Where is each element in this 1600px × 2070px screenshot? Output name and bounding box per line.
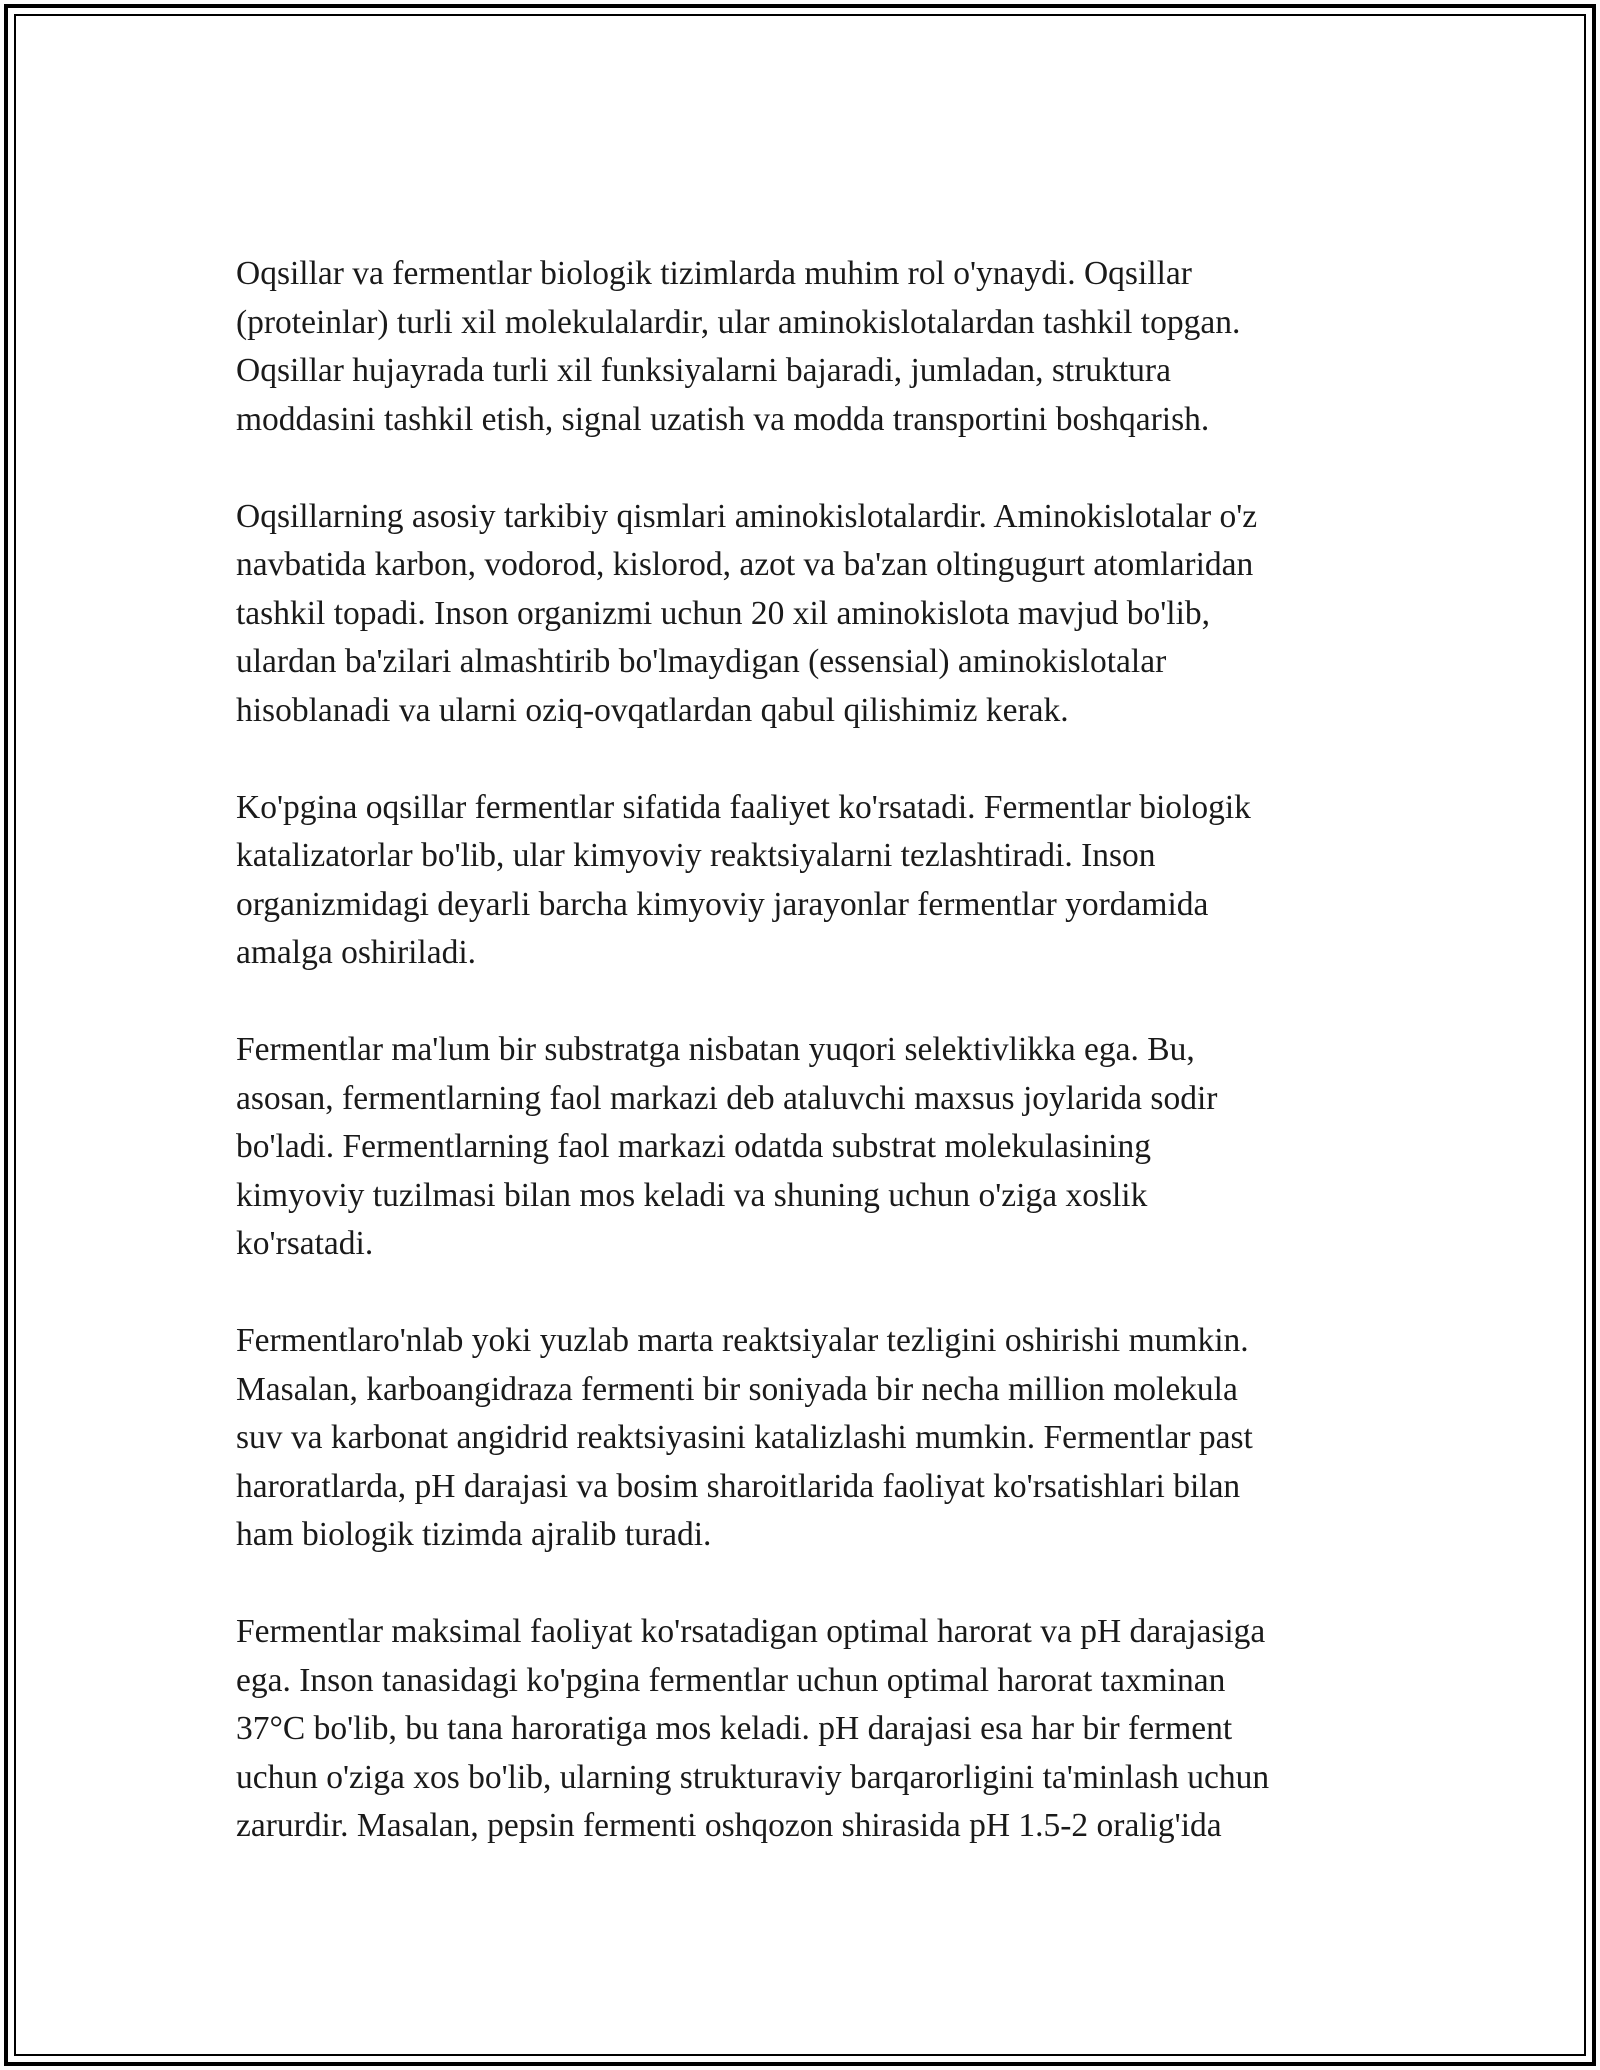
text-line: uchun o'ziga xos bo'lib, ularning strukturaviy barqarorligini ta'minlash uchun bbox=[236, 1758, 1270, 1796]
text-line: ko'rsatadi. bbox=[236, 1225, 374, 1262]
text-line: navbatida karbon, vodorod, kislorod, azot va ba'zan oltingugurt atomlaridan bbox=[236, 546, 1254, 583]
text-line: ulardan ba'zilari almashtirib bo'lmaydigan (essensial) aminokislotalar bbox=[236, 643, 1167, 680]
paragraph-1 bbox=[236, 250, 1396, 444]
text-line: suv va karbonat angidrid reaktsiyasini katalizlashi mumkin. Fermentlar past bbox=[236, 1419, 1253, 1456]
text-line: Oqsillarning asosiy tarkibiy qismlari aminokislotalardir. Aminokislotalar o'z bbox=[236, 497, 1258, 535]
text-line: katalizatorlar bo'lib, ular kimyoviy reaktsiyalarni tezlashtiradi. Inson bbox=[236, 837, 1156, 874]
text-line: ham biologik tizimda ajralib turadi. bbox=[236, 1516, 712, 1553]
text-line: kimyoviy tuzilmasi bilan mos keladi va shuning uchun o'ziga xoslik bbox=[236, 1176, 1148, 1214]
text-line: asosan, fermentlarning faol markazi deb ataluvchi maxsus joylarida sodir bbox=[236, 1079, 1218, 1117]
text-line: Masalan, karboangidraza fermenti bir soniyada bir necha million molekula bbox=[236, 1370, 1238, 1408]
text-line: haroratlarda, pH darajasi va bosim sharoitlarida faoliyat ko'rsatishlari bilan bbox=[236, 1467, 1241, 1505]
text-line: amalga oshiriladi. bbox=[236, 934, 477, 971]
text-line: Ko'pgina oqsillar fermentlar sifatida faaliyet ko'rsatadi. Fermentlar biologik bbox=[236, 788, 1251, 826]
text-line: ega. Inson tanasidagi ko'pgina fermentlar uchun optimal harorat taxminan bbox=[236, 1661, 1226, 1699]
text-line: Oqsillar va fermentlar biologik tizimlarda muhim rol o'ynaydi. Oqsillar bbox=[236, 255, 1192, 292]
paragraph-6 bbox=[236, 1608, 1396, 1851]
paragraph-4 bbox=[236, 1026, 1396, 1269]
text-line: zarurdir. Masalan, pepsin fermenti oshqozon shirasida pH 1.5-2 oralig'ida bbox=[236, 1807, 1222, 1844]
text-line: tashkil topadi. Inson organizmi uchun 20 xil aminokislota mavjud bo'lib, bbox=[236, 594, 1211, 632]
text-line: bo'ladi. Fermentlarning faol markazi odatda substrat molekulasining bbox=[236, 1128, 1151, 1165]
text-line: Oqsillar hujayrada turli xil funksiyalarni bajaradi, jumladan, struktura bbox=[236, 352, 1171, 389]
paragraph-2 bbox=[236, 493, 1396, 736]
text-line: organizmidagi deyarli barcha kimyoviy jarayonlar fermentlar yordamida bbox=[236, 885, 1209, 923]
text-line: moddasini tashkil etish, signal uzatish va modda transportini boshqarish. bbox=[236, 400, 1210, 438]
text-line: Fermentlar maksimal faoliyat ko'rsatadigan optimal harorat va pH darajasiga bbox=[236, 1613, 1266, 1650]
paragraph-3 bbox=[236, 784, 1396, 978]
document-body bbox=[236, 250, 1396, 1899]
text-line: 37°C bo'lib, bu tana haroratiga mos keladi. pH darajasi esa har bir ferment bbox=[236, 1710, 1233, 1747]
text-line: Fermentlar ma'lum bir substratga nisbatan yuqori selektivlikka ega. Bu, bbox=[236, 1031, 1195, 1068]
paragraph-5 bbox=[236, 1317, 1396, 1560]
text-line: Fermentlaro'nlab yoki yuzlab marta reaktsiyalar tezligini oshirishi mumkin. bbox=[236, 1322, 1249, 1359]
text-line: hisoblanadi va ularni oziq-ovqatlardan qabul qilishimiz kerak. bbox=[236, 691, 1069, 729]
text-line: (proteinlar) turli xil molekulalardir, ular aminokislotalardan tashkil topgan. bbox=[236, 303, 1241, 341]
